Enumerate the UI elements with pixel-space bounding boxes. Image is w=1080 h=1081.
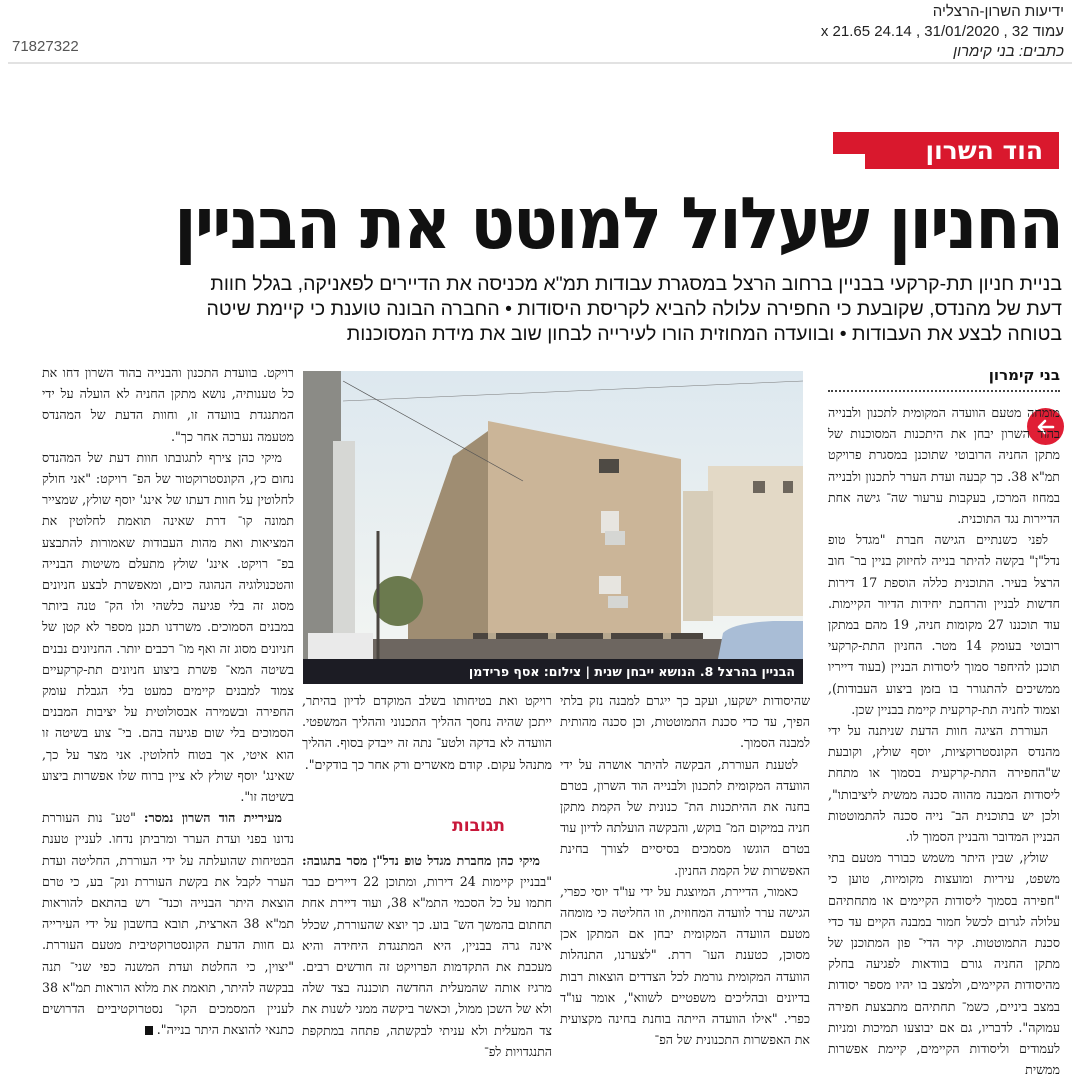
response-paragraph — [302, 850, 552, 1062]
photo-caption: הבניין בהרצל 8. הנושא ייבחן שנית | צילום: אסף פרידמן — [303, 659, 803, 684]
section-tag-label: הוד השרון — [925, 136, 1043, 165]
page-date-size: עמוד 32 , 31/01/2020 , 24.14 x 21.65 — [820, 23, 1064, 40]
responses-heading: תגובות — [452, 816, 505, 836]
clipping-meta — [644, 2, 1064, 62]
author-line: כתבים: בני קימרון — [953, 43, 1064, 60]
article-photo — [303, 371, 803, 659]
section-tag — [833, 132, 1059, 169]
paragraph: רויקט. בוועדת התכנון והבנייה בהוד השרון דחו את כל טענותיה, נושא מתקן החניה לא הועלה על ידי המתנגדת בוועדה זו, וחוות הדעת של המהנדס מטעמה נערכה אחר כך". — [42, 365, 294, 444]
paragraph: שהיסודות ישקעו, ועקב כך ייגרם למבנה נזק בלתי הפיך, עד כדי סכנת התמוטטות, וכן סכנה מהותית למבנה הסמוך. — [560, 693, 810, 751]
article-column-1 — [828, 402, 1060, 1081]
paragraph: רויקט ואת בטיחותו בשלב המוקדם לדיון בהיתר, ייתכן שהיה נחסך ההליך התכנוני וההליך המשפטי. הוועדה לא בדקה ולטע־ נתה זה ייבדק בסוף. ההליך מתנהל עקום. קודם מאשרים ורק אחר כך בודקים". — [302, 693, 552, 772]
subhead: בניית חניון תת-קרקעי בבניין ברחוב הרצל במסגרת עבודות תמ"א מכניסה את הדיירים לפאניקה, בגלל חוות דעת של מהנדס, שקובעת כי החפירה עלולה להביא לקריסת היסודות • החברה הבונה טוענת כי קיימת שיטה בטוחה לבצע את העבודות • ובוועדה המחוזית הורו לעירייה לבחון שוב את מידת המסוכנות — [206, 273, 1062, 345]
header-divider — [8, 62, 1072, 64]
municipality-paragraph — [42, 807, 294, 1040]
headline: החניון שעלול למוטט את הבניין — [174, 182, 1062, 266]
response-text: "בבניין קיימות 24 דירות, ומתוכן 22 דיירים כבר חתמו על כל הסכמי התמ"א 38, ועוד דיירת אחת תחתום בהמשך הש־ בוע. כך יוצא שהעוררת, שכלל אינה גרה בבניין, היא המתנגדת היחידה והיא מעכבת את התקדמות הפרויקט זה חודשים רבים. מרגיז אותה שהמעלית החדשה תוכננה בצד שלה ולא של השכן ממול, וכאשר ביקשה ממני לשנות את צד המעלית ולא עניתי לבקשתה, פתחה במתקפת התנגדויות לפ־ — [302, 874, 552, 1059]
paragraph: כאמור, הדיירת, המיוצגת על ידי עו"ד יוסי כפרי, הגישה ערר לוועדה המחוזית, וזו החליטה כי מומחה מטעם הוועדה המקומית יבחן אם המתקן אכן מסוכן, כטענת העו־ ררת. "לצערנו, התנהלות הוועדה המקומית גורמת לכל הצדדים הוצאות רבות בדיונים ובהליכים משפטיים לשווא", אומר עו"ד כפרי. "אילו הוועדה הייתה בוחנת בחינה מקצועית את האפשרות התכנונית של הפ־ — [560, 883, 810, 1048]
building-photo-illustration — [303, 371, 803, 659]
response-lead: מיקי כהן מחברת מגדל טופ נדל"ן מסר בתגובה: — [302, 853, 540, 868]
paragraph: שולץ, שבין היתר משמש כבורר מטעם בתי משפט, עיריות ומועצות מקומיות, טוען כי "חפירה בסמוך ליסודות הקיימים או מתחתיהם עלולה לגרום לכשל חמור במבנה הקיים עד כדי סכנת התמוטטות. קיר הדי־ פון המתוכנן של מתקן החניה גורם בוודאות לפגיעה בחלק מהיסודות הקיימים, ולמצב בו יהיו מספר יסודות במצב ביניים, כשמ־ תחתיהם מתבצעת חפירה עמוקה". לדבריו, גם אם יבוצעו תמיכות ומניות לעמודים וליסודות הקיימים, קיימת אפשרות ממשית — [828, 850, 1060, 1078]
publication-name: ידיעות השרון-הרצליה — [932, 3, 1064, 20]
paragraph: מיקי כהן צירף לתגובתו חוות דעת של המהנדס נחום כץ, הקונסטרוקטור של הפ־ רויקט: "אני חולק לחלוטין על חוות דעתו של אינג' יוסף שולץ, שמצייר תמונה קו־ דרת שאינה תואמת לחלוטין את המציאות ואת מהות העבודות שאמורות להתבצע בפ־ רויקט. אינג' שולץ מתעלם משיטות הבנייה והטכנולוגיה הנהוגה כיום, ומאפשרת לבצע חניונים מסוג זה בלי פגיעה כלשהי ולו הק־ טנה ביותר במבנים הסמוכים. משרדנו תכנן מספר לא קטן של חניונים מסוג זה ואף מו־ רכבים יותר. החניונים נבנים בשיטה המא־ פשרת ביצוע חניונים תת-קרקעיים צמוד למבנים קיימים כמעט בלי הגבלת עומק החפירה ובשמירה אבסולוטית על יציבות המבנים הסמוכים בלי שום פגיעה בהם. בי־ צוע בשיטה זו הוא איטי, אך בטוח לחלוטין. אני מצר על כך, שאינג' יוסף שולץ לא ציין ברוח שלו אפשרות ביצוע בשיטה זו". — [42, 449, 294, 805]
municipality-text: "טע־ נות העוררת נדונו בפני ועדת הערר ומרביתן נדחו. לעניין טענת הבטיחות שהועלתה על ידי העוררת, החליטה ועדת הערר לקבל את בקשת העוררת ונק־ בע, כי טרם הוצאת היתר הבנייה וכנד־ רש בהתאם להוראות תמ"א 38 הארצית, תובא בחשבון על ידי העירייה גם חוות הדעת הקונסטרוקטיבית מטעם העוררת. "יצוין, כי החלטת ועדת המשנה כפי שני־ תנה בבקשה להיתר, תואמת את מלוא הוראות תמ"א 38 לעניין המסמכים הקו־ נסטרוקטיביים הדרושים כתנאי להוצאת היתר בנייה". — [42, 810, 295, 1038]
municipality-lead: מעיריית הוד השרון נמסר: — [143, 810, 282, 826]
byline: בני קימרון — [988, 366, 1060, 384]
article-column-4 — [42, 362, 294, 1041]
article-column-3-bottom — [302, 850, 552, 1062]
article-column-3-top — [302, 690, 552, 775]
article-column-2 — [560, 690, 810, 1050]
paragraph: העוררת הציגה חוות הדעת שניתנה על ידי מהנדס הקונסטרוקציות, יוסף שולץ, וקובעת ש"החפירה התת-קרקעית בסמוך או מתחת ליסודות המבנה מהווה סכנה ממשית ליציבותו", ולכן יש בתוכנית הב־ נייה סכנה להתמוטטות הבניין המדובר והבניין הסמוך לו. — [828, 723, 1060, 845]
section-tag-notch — [833, 154, 865, 169]
paragraph: לטענת העוררת, הבקשה להיתר אושרה על ידי הוועדה המקומית לתכנון ולבנייה הוד השרון, בטרם בחנה את ההיתכנות הת־ כנונית של הקמת מתקן חניה במיקום המ־ בוקש, והבקשה הועלתה לדיון עוד בטרם הוגשו מסמכים בסיסיים לצורך בחינת האפשרות של הקמת החניון. — [560, 756, 810, 878]
paragraph: לפני כשנתיים הגישה חברת "מגדל טופ נדל"ן" בקשה להיתר בנייה לחיזוק בניין בר־ חוב הרצל בעיר. התוכנית כללה הוספת 17 דירות חדשות לבניין והרחבת יחידות הדיור הקיימות. עוד תוכננו 27 מקומות חניה, 19 מהם במתקן רובוטי בעומק 14 מטר. החניון התת-קרקעי תוכנן להיחפר סמוך ליסודות הבניין (בעוד דייריו ממשיכים להתגורר בו בזמן ביצוע העבודות), וצמוד לחניה תת-קרקעית קיימת בבניין שכן. — [828, 532, 1061, 717]
end-of-article-icon — [145, 1026, 153, 1035]
byline-divider — [828, 390, 1060, 392]
clip-id: 71827322 — [12, 38, 79, 55]
paragraph: מומחה מטעם הוועדה המקומית לתכנון ולבנייה בהוד השרון יבחן את היתכנות המסוכנות של מתקן החניה הרובוטי שתוכנן במסגרת פרויקט תמ"א 38. כך קבעה ועדת הערר לתכנון ולבנייה במחוז המרכז, בעקבות ערעור שה־ גישה אחת הדיירות נגד התוכנית. — [828, 405, 1060, 527]
